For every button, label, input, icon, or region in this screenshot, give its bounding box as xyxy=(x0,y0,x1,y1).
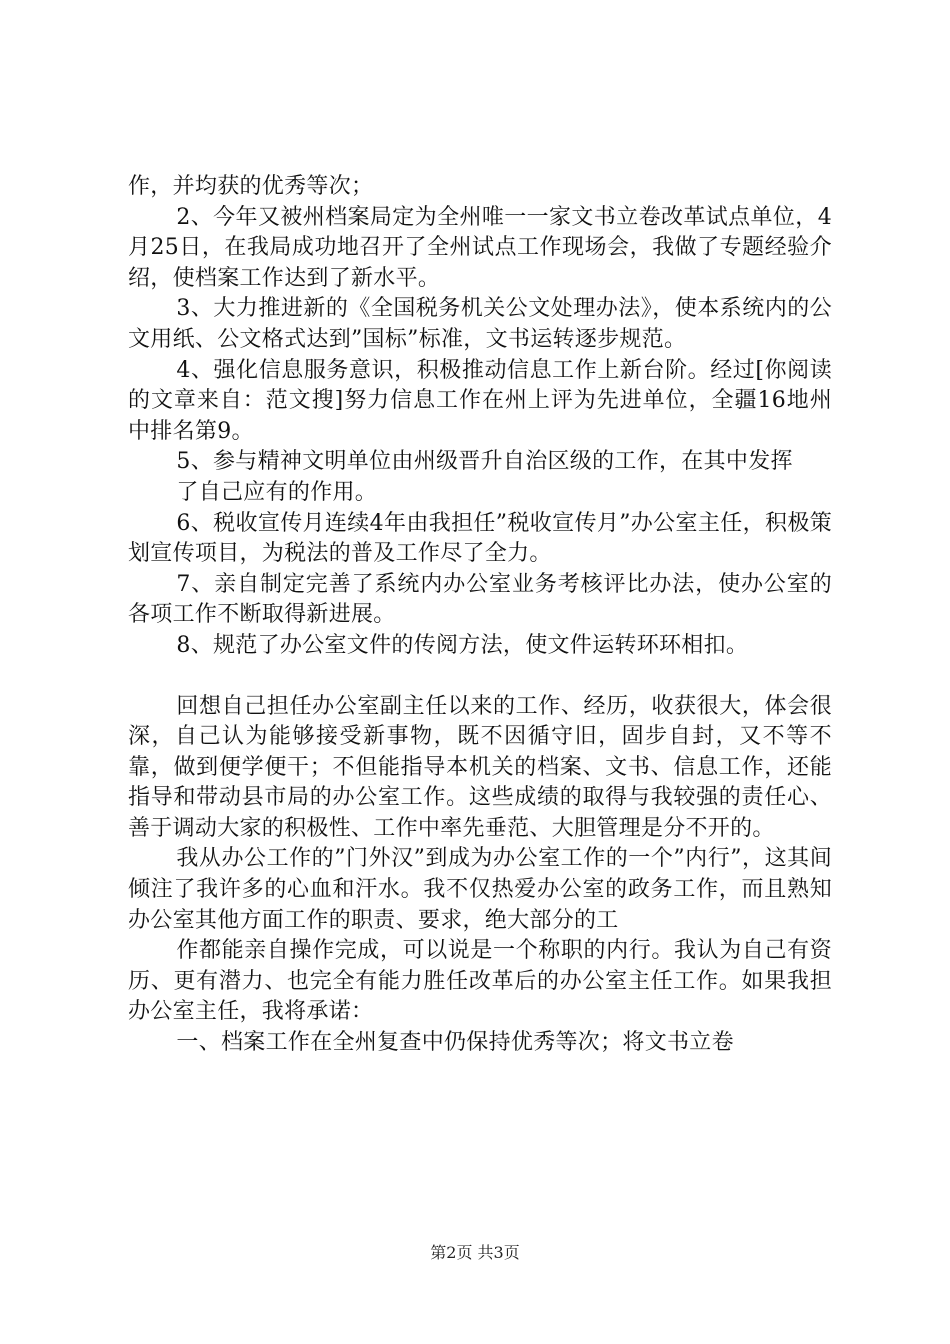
paragraph-item-3: 3、大力推进新的《全国税务机关公文处理办法》，使本系统内的公文用纸、公文格式达到”国标”标准，文书运转逐步规范。 xyxy=(128,296,832,352)
paragraph-item-6: 6、税收宣传月连续4年由我担任”税收宣传月”办公室主任，积极策划宣传项目，为税法的普及工作尽了全力。 xyxy=(128,510,832,567)
paragraph-item-5-continued: 了自己应有的作用。 xyxy=(176,479,378,505)
paragraph-reflection: 回想自己担任办公室副主任以来的工作、经历，收获很大，体会很深，自己认为能够接受新事物，既不因循守旧，固步自封，又不等不靠，做到便学便干；不但能指导本机关的档案、文书、信息工作，还能指导和带动县市局的办公室工作。这些成绩的取得与我较强的责任心、善于调动大家的积极性、工作中率先垂范、大胆管理是分不开的。 xyxy=(128,693,832,841)
page-number-label: 第2页 共3页 xyxy=(430,1243,520,1262)
paragraph-commitment-1: 一、档案工作在全州复查中仍保持优秀等次；将文书立卷 xyxy=(176,1030,734,1056)
paragraph-item-2: 2、今年又被州档案局定为全州唯一一家文书立卷改革试点单位，4月25日，在我局成功地召开了全州试点工作现场会，我做了专题经验介绍，使档案工作达到了新水平。 xyxy=(128,204,832,291)
paragraph-experience: 我从办公工作的”门外汉”到成为办公室工作的一个”内行”，这其间倾注了我许多的心血和汗水。我不仅热爱办公室的政务工作，而且熟知办公室其他方面工作的职责、要求，绝大部分的工 xyxy=(128,846,832,933)
paragraph-item-7: 7、亲自制定完善了系统内办公室业务考核评比办法，使办公室的各项工作不断取得新进展。 xyxy=(128,571,832,628)
document-body xyxy=(128,172,832,1059)
paragraph-continuation: 作，并均获的优秀等次； xyxy=(128,174,374,199)
paragraph-item-8: 8、规范了办公室文件的传阅方法，使文件运转环环相扣。 xyxy=(176,632,749,658)
paragraph-item-4: 4、强化信息服务意识，积极推动信息工作上新台阶。经过[你阅读的文章来自：范文搜]努力信息工作在州上评为先进单位，全疆16地州中排名第9。 xyxy=(128,357,832,444)
page-footer xyxy=(0,1243,950,1263)
paragraph-experience-continued: 作都能亲自操作完成，可以说是一个称职的内行。我认为自己有资历、更有潜力、也完全有能力胜任改革后的办公室主任工作。如果我担办公室主任，我将承诺： xyxy=(128,938,832,1025)
paragraph-spacer xyxy=(128,662,832,692)
paragraph-item-5: 5、参与精神文明单位由州级晋升自治区级的工作，在其中发挥 xyxy=(176,449,793,475)
